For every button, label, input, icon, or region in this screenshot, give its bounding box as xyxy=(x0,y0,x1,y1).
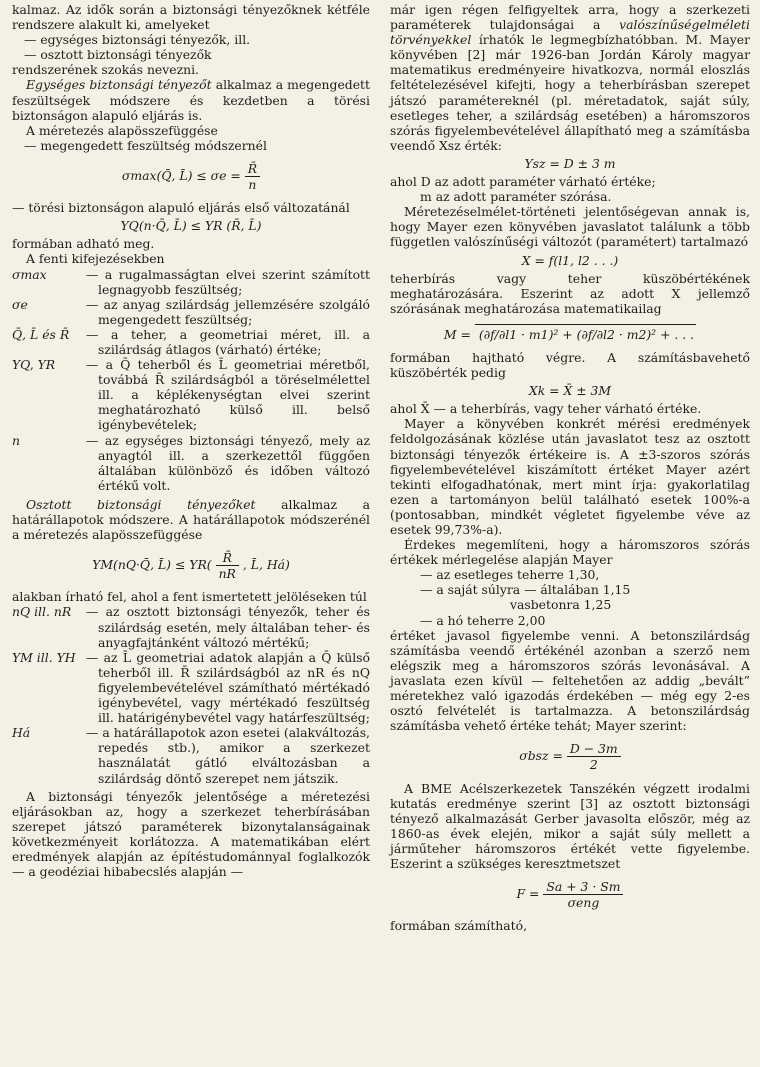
symbol-row xyxy=(12,433,370,493)
symbol-key: nQ ill. nR xyxy=(12,604,72,620)
paragraph: formában adható meg. xyxy=(12,236,155,252)
symbol-row xyxy=(12,604,370,649)
paragraph-text: már igen régen felfigyeltek arra, hogy a szerkezeti paraméterek tulajdonságai a xyxy=(390,2,750,33)
paragraph xyxy=(12,77,370,122)
symbol-desc: — a rugalmasságtan elvei szerint számított legnagyobb feszültség; xyxy=(86,266,370,297)
italic-term: valószínűségelméleti törvényekkel xyxy=(390,17,750,48)
paragraph: A fenti kifejezésekben xyxy=(26,251,165,267)
dash-item: — egységes biztonsági tényezők, ill. xyxy=(24,32,251,48)
symbol-row xyxy=(12,357,370,432)
formula-lhs: σmax(Q̄, L̄) ≤ σe = xyxy=(121,168,241,184)
symbol-key: Há xyxy=(12,725,31,741)
fraction xyxy=(245,161,260,192)
symbol-desc: — az osztott biztonsági tényezők, teher és szilárdság esetén, mely általában teher- és anyagfajtánként változó mértékű; xyxy=(86,604,370,650)
sqrt-body: (∂f/∂l1 · m1)² + (∂f/∂l2 · m2)² + . . . xyxy=(475,324,696,342)
dash-item: — a hó teherre 2,00 xyxy=(420,612,546,628)
symbol-row xyxy=(12,267,370,297)
formula-failure-safety: YQ(n·Q̄, L̄) ≤ YR (R̄, L̄) xyxy=(120,218,262,234)
formula-lhs: M = xyxy=(443,326,471,342)
paragraph: teherbírás vagy teher küszöbértékének meghatározására. Eszerint az adott X jellemző szórásának meghatározása matematikailag xyxy=(390,270,750,316)
symbol-key: YM ill. YH xyxy=(12,649,76,665)
paragraph: rendszerének szokás nevezni. xyxy=(12,62,199,78)
dash-item: — az esetleges teherre 1,30, xyxy=(420,567,600,583)
formula-limit-states xyxy=(12,550,370,581)
paragraph xyxy=(390,2,750,153)
dash-item: — megengedett feszültség módszernél xyxy=(24,137,267,153)
symbol-key: σe xyxy=(12,296,28,312)
fraction xyxy=(543,879,623,910)
dash-item: vasbetonra 1,25 xyxy=(510,597,612,613)
fraction-denominator: 2 xyxy=(589,757,598,773)
fraction-numerator: R̄ xyxy=(245,161,260,177)
paragraph: alakban írható fel, ahol a fent ismertetett jelöléseken túl xyxy=(12,589,367,605)
paragraph: Méretezéselmélet-történeti jelentőségevan annak is, hogy Mayer ezen könyvében javaslatot találunk a több független valószínűségi változót (paramétert) tartalmazó xyxy=(390,204,750,250)
formula-allowable-stress xyxy=(12,161,370,192)
formula-lhs: YM(nQ·Q̄, L̄) ≤ YR( xyxy=(92,557,212,573)
paragraph: A BME Acélszerkezetek Tanszékén végzett irodalmi kutatás eredménye szerint [3] az osztott biztonsági tényező alkalmazását Gerber javasolta először, még az 1860-as évek elején, mikor a saját súly mellett a járműteher háromszoros értékét vette figyelembe. Eszerint a szükséges keresztmetszet xyxy=(390,780,750,871)
symbol-row xyxy=(12,725,370,785)
symbol-row xyxy=(12,327,370,357)
fraction-denominator: n xyxy=(248,177,257,193)
fraction xyxy=(216,550,239,581)
symbol-key: YQ, YR xyxy=(12,357,56,373)
symbol-row xyxy=(12,297,370,327)
italic-term: Osztott biztonsági tényezőket xyxy=(26,496,256,512)
formula-function: X = f(l1, l2 . . .) xyxy=(521,252,619,268)
paragraph: formában hajtható végre. A számításbavehető küszöbérték pedig xyxy=(390,349,750,381)
symbol-key: n xyxy=(12,432,20,448)
dash-item: — osztott biztonsági tényezők xyxy=(24,47,212,63)
fraction-denominator: nR xyxy=(218,566,236,582)
paragraph: Mayer a könyvében konkrét mérési eredmények feldolgozásának közlése után javaslatot tesz az osztott biztonsági tényezők értékeire is. A ±3-szoros szórás figyelembevételével kiszámított értéket Mayer azért tekinti elfogadhatónak, mert mint írja: gyakorlatilag ezen a tartományon belül található esetek 100%-a (pontosabban, mindkét végletet figyelembe véve az esetek 99,73%-a). xyxy=(390,416,750,537)
paragraph: A biztonsági tényezők jelentősége a méretezési eljárásokban az, hogy a szerkezet teherbírásában szerepet játszó paraméterek bizonytalanságainak következményeit korlátozza. A matematikában elért eredmények alapján az építéstudománnyal foglalkozók — a geodéziai hibabecslés alapján — xyxy=(12,788,370,880)
paragraph: — törési biztonságon alapuló eljárás első változatánál xyxy=(12,200,350,216)
fraction-numerator: Sa + 3 · Sm xyxy=(543,879,623,895)
paragraph-text: alkalmaz a határállapotok módszere. A határállapotok módszerénél a méretezés alapösszefüggése xyxy=(12,496,370,543)
symbol-row xyxy=(12,650,370,725)
formula-concrete-strength xyxy=(390,741,750,772)
formula-threshold: Ysz = D ± 3 m xyxy=(524,155,616,171)
paragraph: ahol D az adott paraméter várható értéke; xyxy=(390,174,656,190)
formula-rhs: , L̄, Há) xyxy=(242,557,290,573)
symbol-desc: — az egységes biztonsági tényező, mely az anyagtól ill. a szerkezettől függően általában különböző és időben változó értékű volt. xyxy=(86,432,370,493)
formula-limit-value: Xk = X̄ ± 3M xyxy=(528,383,612,399)
dash-item: — a saját súlyra — általában 1,15 xyxy=(420,582,631,598)
left-column xyxy=(12,2,370,879)
fraction-numerator: D − 3m xyxy=(567,741,621,757)
symbol-key: Q̄, L̄ és R̄ xyxy=(12,326,70,342)
paragraph: A méretezés alapösszefüggése xyxy=(26,122,218,138)
paragraph-text: alkalmaz a megengedett feszültségek módszere és kezdetben a törési biztonságon alapuló eljárás is. xyxy=(12,77,370,123)
paragraph: m az adott paraméter szórása. xyxy=(420,189,612,205)
symbol-key: σmax xyxy=(12,266,47,282)
fraction-denominator: σeng xyxy=(567,895,600,911)
paragraph xyxy=(12,497,370,542)
italic-term: Egységes biztonsági tényezőt xyxy=(26,77,212,93)
symbol-desc: — a határállapotok azon esetei (alakváltozás, repedés stb.), amikor a szerkezet használatát gátló elváltozásban a szilárdság döntő szerepet nem játszik. xyxy=(86,725,370,786)
paragraph: formában számítható, xyxy=(390,918,528,934)
formula-lhs: F = xyxy=(516,886,540,902)
paragraph: értéket javasol figyelembe venni. A betonszilárdság számításba veendő értékénél azonban a szerző nem elégszik meg a háromszoros szórás levonásával. A javaslata ezen kívül — feltehetően az addig „bevált” méretekhez való igazodás érdekében — még egy 2-es osztó felvételét is tartalmazza. A betonszilárdság számításba vehető értéke tehát; Mayer szerint: xyxy=(390,627,750,734)
paragraph: Érdekes megemlíteni, hogy a háromszoros szórás értékek mérlegelése alapján Mayer xyxy=(390,537,750,568)
symbol-desc: — az anyag szilárdság jellemzésére szolgáló megengedett feszültség; xyxy=(86,296,370,327)
symbol-desc: — a teher, a geometriai méret, ill. a szilárdság átlagos (várható) értéke; xyxy=(86,326,370,357)
symbol-desc: — a Q̄ teherből és L̄ geometriai méretből, továbbá R̄ szilárdságból a töréselmélettel ill. a képlékenységtan elvei szerint meghatározható külső ill. belső igénybevételek; xyxy=(86,357,370,433)
fraction xyxy=(567,741,621,772)
paragraph: ahol X̄ — a teherbírás, vagy teher várható értéke. xyxy=(390,401,702,417)
paragraph-text: írhatók le legmegbízhatóbban. M. Mayer könyvében [2] már 1926-ban Jordán Károly magyar matematikus eredményeire hivatkozva, normál eloszlás feltételezésével kifejti, hogy a teherbírásban szerepet játszó paramétereknél (pl. méretadatok, saját súly, esetleges teher, a szilárdság esetében) a háromszoros szórás figyelembevételével állapítható meg a számításba veendő Xsz érték: xyxy=(390,32,750,153)
fraction-numerator: R̄ xyxy=(216,550,239,566)
formula-lhs: σbsz = xyxy=(519,748,563,764)
right-column xyxy=(390,2,750,933)
paragraph: kalmaz. Az idők során a biztonsági tényezőknek kétféle rendszere alakult ki, amelyeket xyxy=(12,2,370,33)
formula-variance xyxy=(390,324,750,342)
symbol-desc: — az L̄ geometriai adatok alapján a Q̄ külső teherből ill. R̄ szilárdságból az nR és nQ figyelembevételével számítható mértékadó igénybevétel, vagy mértékadó feszültség ill. határigénybevétel vagy határfeszültség; xyxy=(86,649,370,726)
formula-cross-section xyxy=(390,879,750,910)
